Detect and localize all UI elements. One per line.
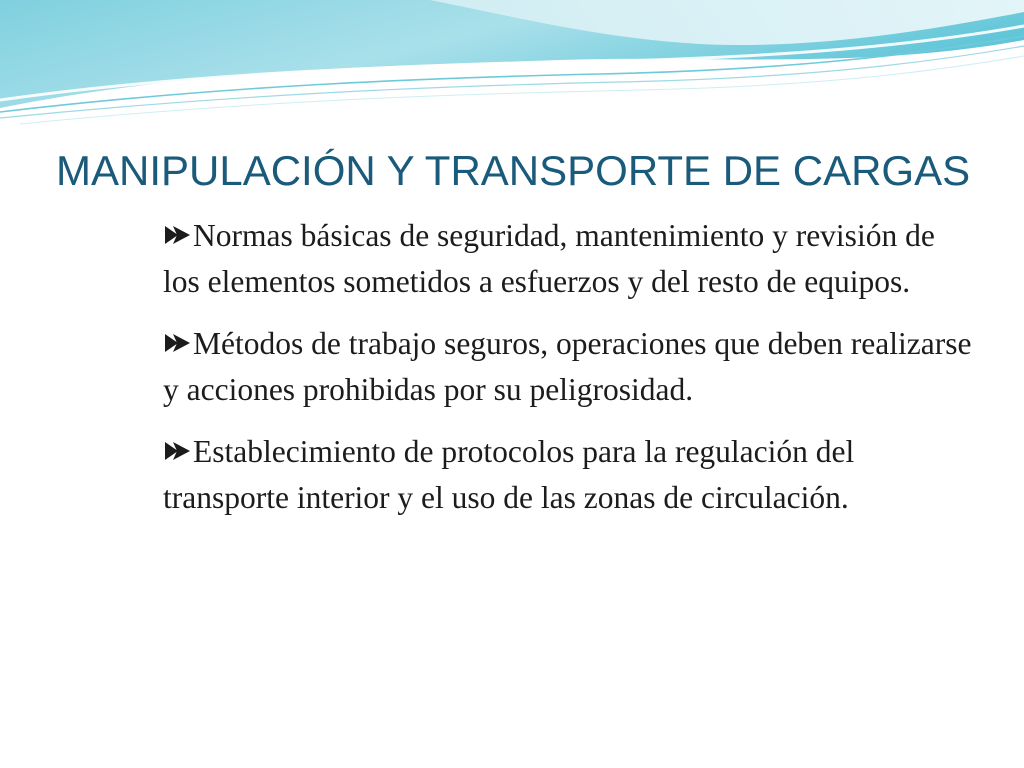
bullet-item (163, 429, 978, 521)
bullet-list (163, 213, 978, 537)
arrow-bullet-icon (163, 223, 193, 247)
slide-title: MANIPULACIÓN Y TRANSPORTE DE CARGAS (56, 147, 971, 194)
bullet-item (163, 213, 978, 305)
wave-header-decoration (0, 0, 1024, 130)
arrow-bullet-icon (163, 331, 193, 355)
bullet-text: Establecimiento de protocolos para la regulación del transporte interior y el uso de las zonas de circulación. (163, 434, 855, 515)
bullet-text: Métodos de trabajo seguros, operaciones que deben realizarse y acciones prohibidas por su peligrosidad. (163, 326, 972, 407)
arrow-bullet-icon (163, 439, 193, 463)
bullet-item (163, 321, 978, 413)
bullet-text: Normas básicas de seguridad, mantenimiento y revisión de los elementos sometidos a esfuerzos y del resto de equipos. (163, 218, 935, 299)
